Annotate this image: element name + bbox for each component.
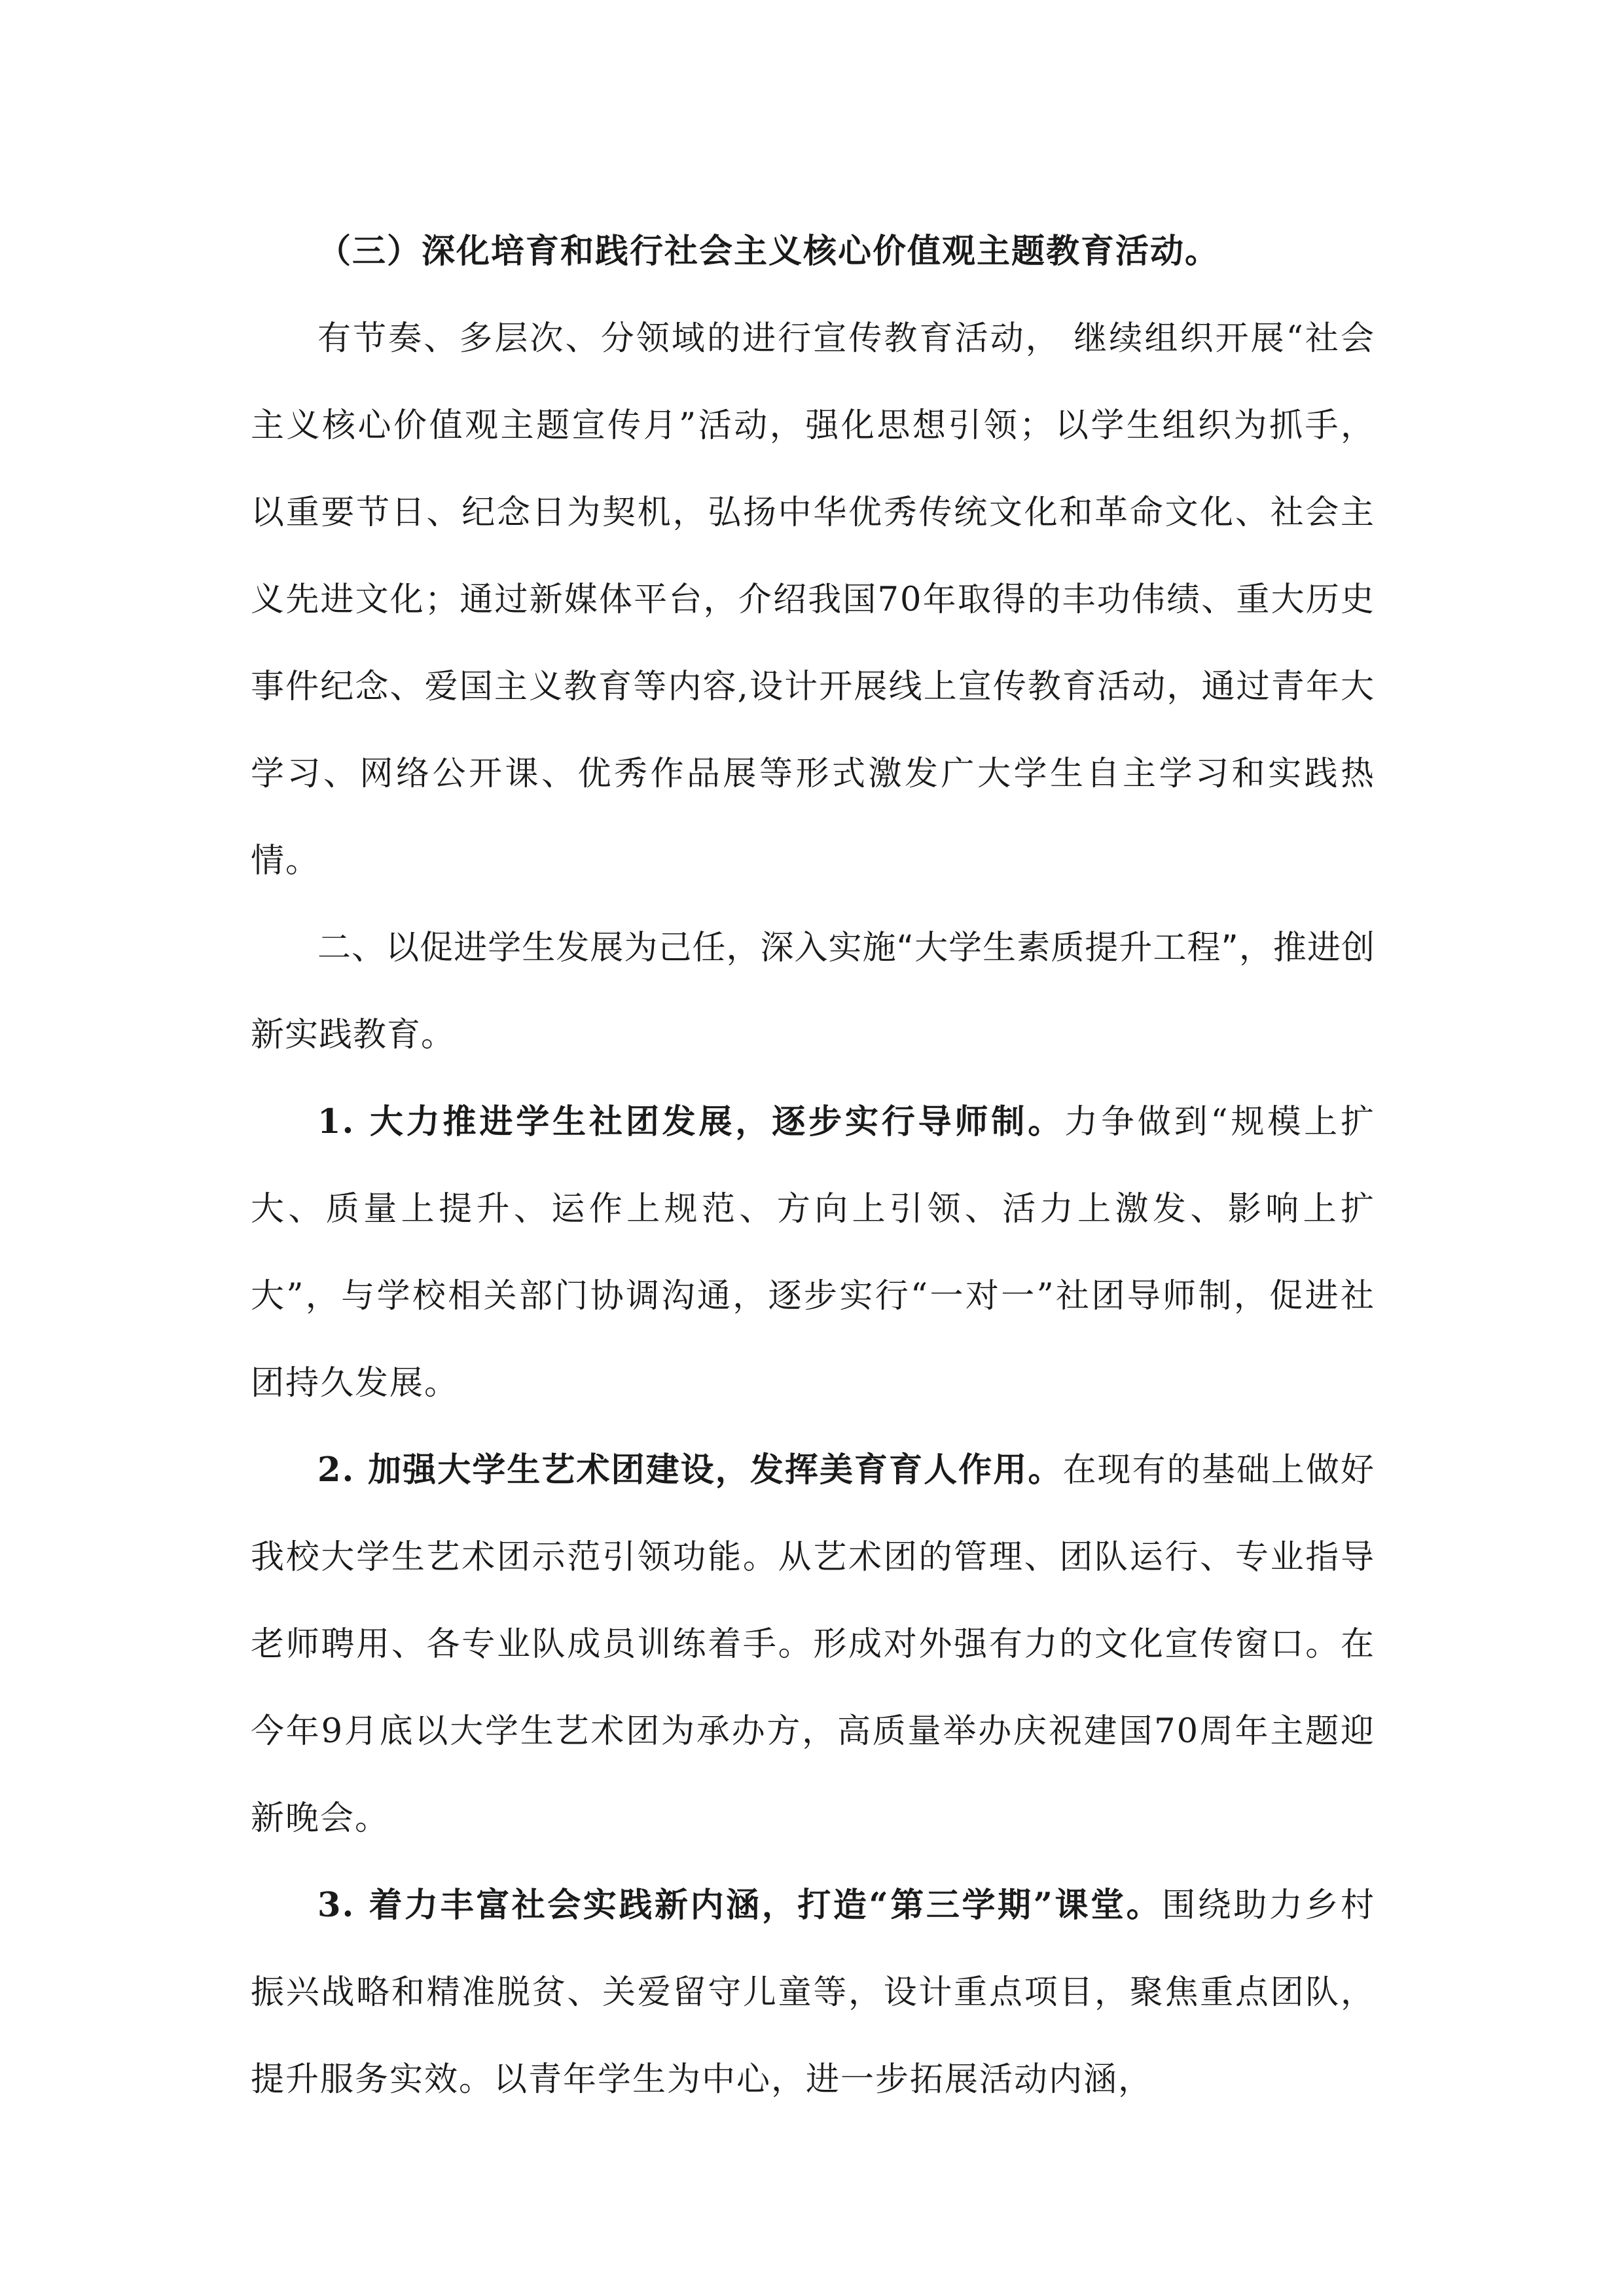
paragraph-values-education: 有节奏、多层次、分领域的进行宣传教育活动， 继续组织开展“社会主义核心价值观主题宣传月”活动，强化思想引领；以学生组织为抓手，以重要节日、纪念日为契机，弘扬中华优秀传统文化和革命文化、社会主义先进文化；通过新媒体平台，介绍我国70年取得的丰功伟绩、重大历史事件纪念、爱国主义教育等内容,设计开展线上宣传教育活动，通过青年大学习、网络公开课、优秀作品展等形式激发广大学生自主学习和实践热情。 [251,319,1375,880]
item-one-lead: 1. 大力推进学生社团发展，逐步实行导师制。 [317,1102,1065,1141]
item-three-body: 围绕助力乡村振兴战略和精准脱贫、关爱留守儿童等，设计重点项目，聚焦重点团队，提升服务实效。以青年学生为中心，进一步拓展活动内涵， [251,1886,1375,2099]
item-one-body: 力争做到“规模上扩大、质量上提升、运作上规范、方向上引领、活力上激发、影响上扩大”，与学校相关部门协调沟通，逐步实行“一对一”社团导师制，促进社团持久发展。 [251,1103,1376,1403]
subheading-three: （三）深化培育和践行社会主义核心价值观主题教育活动。 [317,232,1220,271]
item-three-paragraph [251,1862,1375,2123]
item-one-paragraph [251,1079,1375,1427]
section-two-title: 二、以促进学生发展为己任，深入实施“大学生素质提升工程”，推进创新实践教育。 [251,929,1375,1054]
item-three-lead: 3. 着力丰富社会实践新内涵，打造“第三学期”课堂。 [317,1886,1163,1925]
document-body [251,208,1375,2123]
item-two-body: 在现有的基础上做好我校大学生艺术团示范引领功能。从艺术团的管理、团队运行、专业指导老师聘用、各专业队成员训练着手。形成对外强有力的文化宣传窗口。在今年9月底以大学生艺术团为承办方，高质量举办庆祝建国70周年主题迎新晚会。 [251,1451,1375,1838]
item-two-paragraph [251,1427,1375,1862]
item-two-lead: 2. 加强大学生艺术团建设，发挥美育育人作用。 [317,1450,1063,1490]
